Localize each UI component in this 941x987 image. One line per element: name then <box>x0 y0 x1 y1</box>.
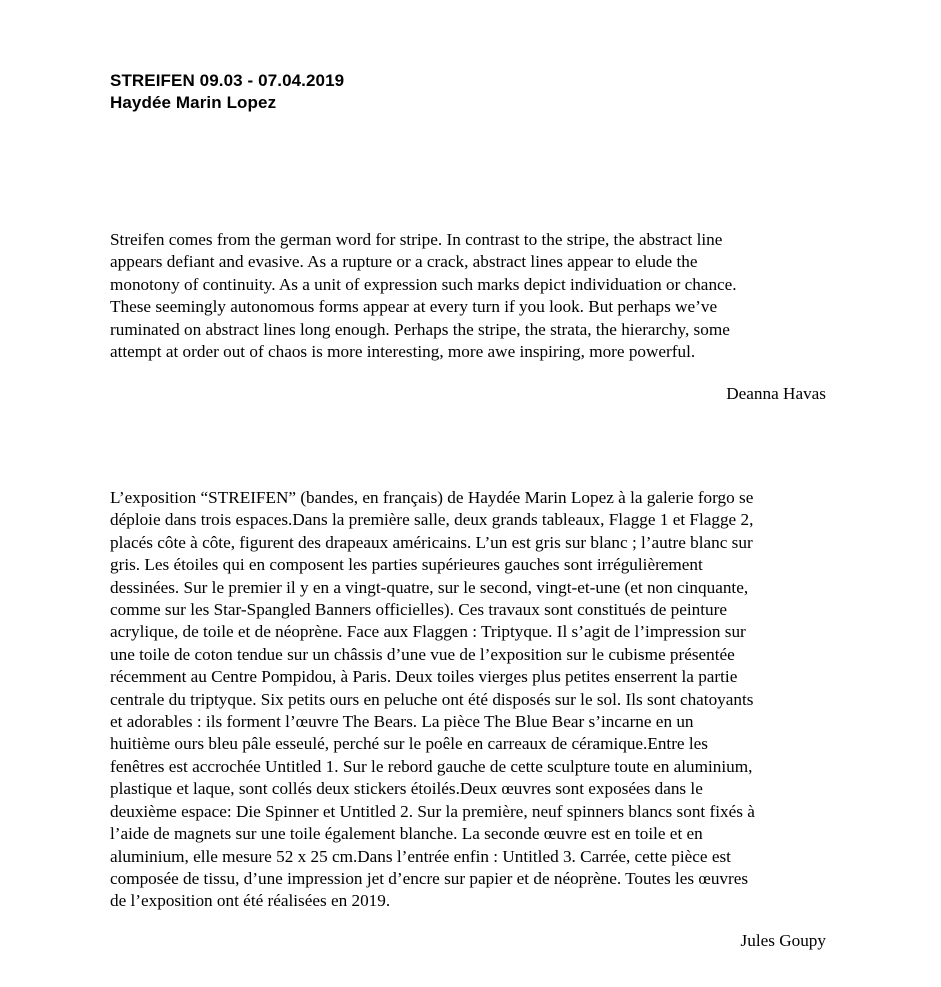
artist-name: Haydée Marin Lopez <box>110 93 277 112</box>
exhibition-title: STREIFEN 09.03 - 07.04.2019 <box>110 71 345 90</box>
review-line: dessinées. Sur le premier il y en a vingt-quatre, sur le second, vingt-et-une (et non cinquante, <box>110 577 749 597</box>
review-line: une toile de coton tendue sur un châssis d’une vue de l’exposition sur le cubisme présentée <box>110 644 735 664</box>
review-line: l’aide de magnets sur une toile également blanche. La seconde œuvre est en toile et en <box>110 824 703 844</box>
review-paragraph <box>110 487 840 913</box>
review-line: huitième ours bleu pâle esseulé, perché sur le poêle en carreaux de céramique.Entre les <box>110 734 708 754</box>
review-line: acrylique, de toile et de néoprène. Face aux Flaggen : Triptyque. Il s’agit de l’impression sur <box>110 622 746 642</box>
review-line: fenêtres est accrochée Untitled 1. Sur le rebord gauche de cette sculpture toute en aluminium, <box>110 756 753 776</box>
review-line: gris. Les étoiles qui en composent les parties supérieures gauches sont irrégulièrement <box>110 555 703 575</box>
review-line: aluminium, elle mesure 52 x 25 cm.Dans l’entrée enfin : Untitled 3. Carrée, cette pièce est <box>110 846 731 866</box>
review-line: de l’exposition ont été réalisées en 2019. <box>110 891 391 911</box>
review-line: récemment au Centre Pompidou, à Paris. Deux toiles vierges plus petites enserrent la partie <box>110 667 738 687</box>
review-line: centrale du triptyque. Six petits ours en peluche ont été disposés sur le sol. Ils sont chatoyants <box>110 689 754 709</box>
exhibition-header <box>110 70 344 114</box>
review-line: déploie dans trois espaces.Dans la première salle, deux grands tableaux, Flagge 1 et Flagge 2, <box>110 510 754 530</box>
review-line: et adorables : ils forment l’œuvre The Bears. La pièce The Blue Bear s’incarne en un <box>110 712 694 732</box>
review-line: comme sur les Star-Spangled Banners officielles). Ces travaux sont constitués de peinture <box>110 600 727 620</box>
essay-line: appears defiant and evasive. As a rupture or a crack, abstract lines appear to elude the <box>110 252 698 272</box>
review-line: deuxième espace: Die Spinner et Untitled 2. Sur la première, neuf spinners blancs sont fixés à <box>110 801 755 821</box>
essay-paragraph <box>110 229 840 363</box>
review-line: plastique et laque, sont collés deux stickers étoilés.Deux œuvres sont exposées dans le <box>110 779 703 799</box>
review-author: Jules Goupy <box>740 931 826 950</box>
review-line: placés côte à côte, figurent des drapeaux américains. L’un est gris sur blanc ; l’autre blanc sur <box>110 532 753 552</box>
essay-line: ruminated on abstract lines long enough. Perhaps the stripe, the strata, the hierarchy, some <box>110 319 730 339</box>
review-line: L’exposition “STREIFEN” (bandes, en français) de Haydée Marin Lopez à la galerie forgo se <box>110 488 754 507</box>
review-line: composée de tissu, d’une impression jet d’encre sur papier et de néoprène. Toutes les œuvres <box>110 868 749 888</box>
essay-line: Streifen comes from the german word for stripe. In contrast to the stripe, the abstract line <box>110 230 723 249</box>
essay-line: attempt at order out of chaos is more interesting, more awe inspiring, more powerful. <box>110 342 696 362</box>
essay-line: monotony of continuity. As a unit of expression such marks depict individuation or chance. <box>110 274 737 294</box>
essay-line: These seemingly autonomous forms appear at every turn if you look. But perhaps we’ve <box>110 297 718 317</box>
essay-author: Deanna Havas <box>726 384 826 403</box>
